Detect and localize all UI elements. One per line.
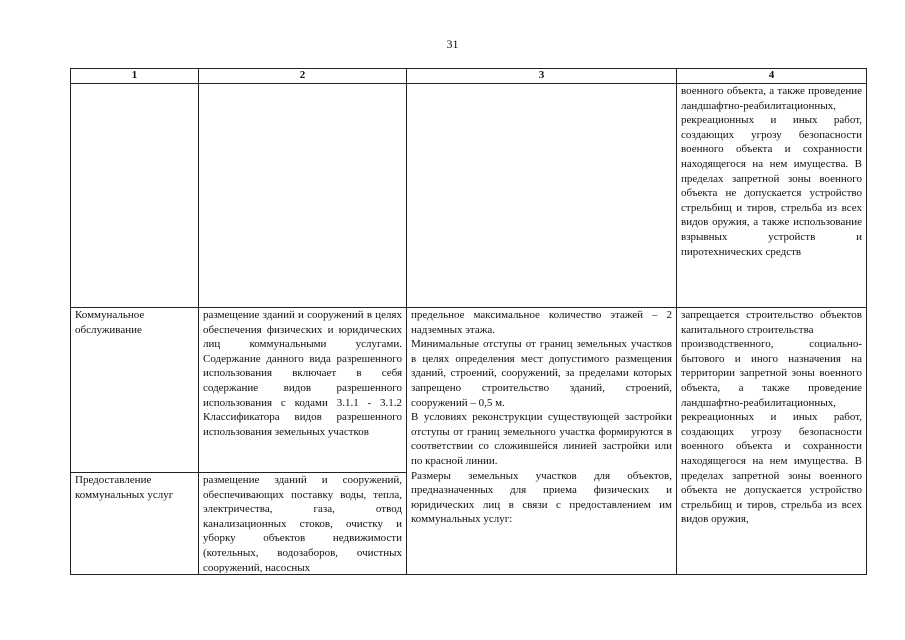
row2-col1-text: Коммунальное обслуживание [75, 309, 145, 336]
row1-col3 [407, 84, 677, 308]
row3-col2 [199, 473, 407, 575]
header-col-4: 4 [677, 69, 867, 84]
table-header-row [71, 69, 867, 84]
row2-col2-text: размещение зданий и сооружений в целях обеспечения физических и юридических лиц коммунальными услугами. Содержание данного вида разрешенного использования включает в себя содержание видов разрешенного использования с кодами 3.1.1 - 3.1.2 Классификатора видов разрешенного использования земельных участков [203, 309, 402, 438]
col4-paragraph-1: запрещается строительство объектов капитального строительства [681, 309, 862, 336]
col3-paragraph-3: В условиях реконструкции существующей застройки отступы от границ земельного участка формируются в соответствии со сложившейся линией застройки или по красной линии. [411, 411, 672, 467]
document-table [70, 68, 867, 575]
table-row [71, 84, 867, 308]
row1-col2 [199, 84, 407, 308]
col3-paragraph-2: Минимальные отступы от границ земельных участков в целях определения мест допустимого размещения зданий, строений, сооружений, за пределами которых запрещено строительство зданий, строений, сооружений – 0,5 м. [411, 338, 672, 409]
row2-col4 [677, 308, 867, 575]
col3-paragraph-4: Размеры земельных участков для объектов, предназначенных для приема физических и юридических лиц в связи с предоставлением им коммунальных услуг: [411, 469, 672, 526]
row1-col1 [71, 84, 199, 308]
page-number: 31 [446, 37, 459, 51]
row1-col4 [677, 84, 867, 308]
header-col-3: 3 [407, 69, 677, 84]
header-col-1: 1 [71, 69, 199, 84]
table-row [71, 308, 867, 473]
row3-col1 [71, 473, 199, 575]
col3-paragraph-1: предельное максимальное количество этажей – 2 надземных этажа. [411, 309, 672, 336]
row2-col1 [71, 308, 199, 473]
row1-col4-text: военного объекта, а также проведение ландшафтно-реабилитационных, рекреационных и иных работ, создающих угрозу безопасности военного объекта и сохранности находящегося на нем имуществa. В пределах запретной зоны военного объекта не допускается устройство стрельбищ и тиров, стрельба из всех видов оружия, а также использование взрывных устройств и пиротехнических средств [681, 85, 862, 258]
row2-col3 [407, 308, 677, 575]
col4-paragraph-2: производственного, социально-бытового и иного назначения на территории запретной зоны военного объекта, а также проведение ландшафтно-реабилитационных, рекреационных и иных работ, создающих угрозу безопасности военного объекта и сохранности находящегося на нем имущества. В пределах запретной зоны военного объекта не допускается устройство стрельбищ и тиров, стрельба из всех видов оружия, [681, 338, 862, 526]
row2-col2 [199, 308, 407, 473]
row3-col2-text: размещение зданий и сооружений, обеспечивающих поставку воды, тепла, электричества, газа, отвод канализационных стоков, очистку и уборку объектов недвижимости (котельных, водозаборов, очистных сооружений, насосных [203, 474, 402, 573]
header-col-2: 2 [199, 69, 407, 84]
row3-col1-text: Предоставление коммунальных услуг [75, 474, 174, 501]
